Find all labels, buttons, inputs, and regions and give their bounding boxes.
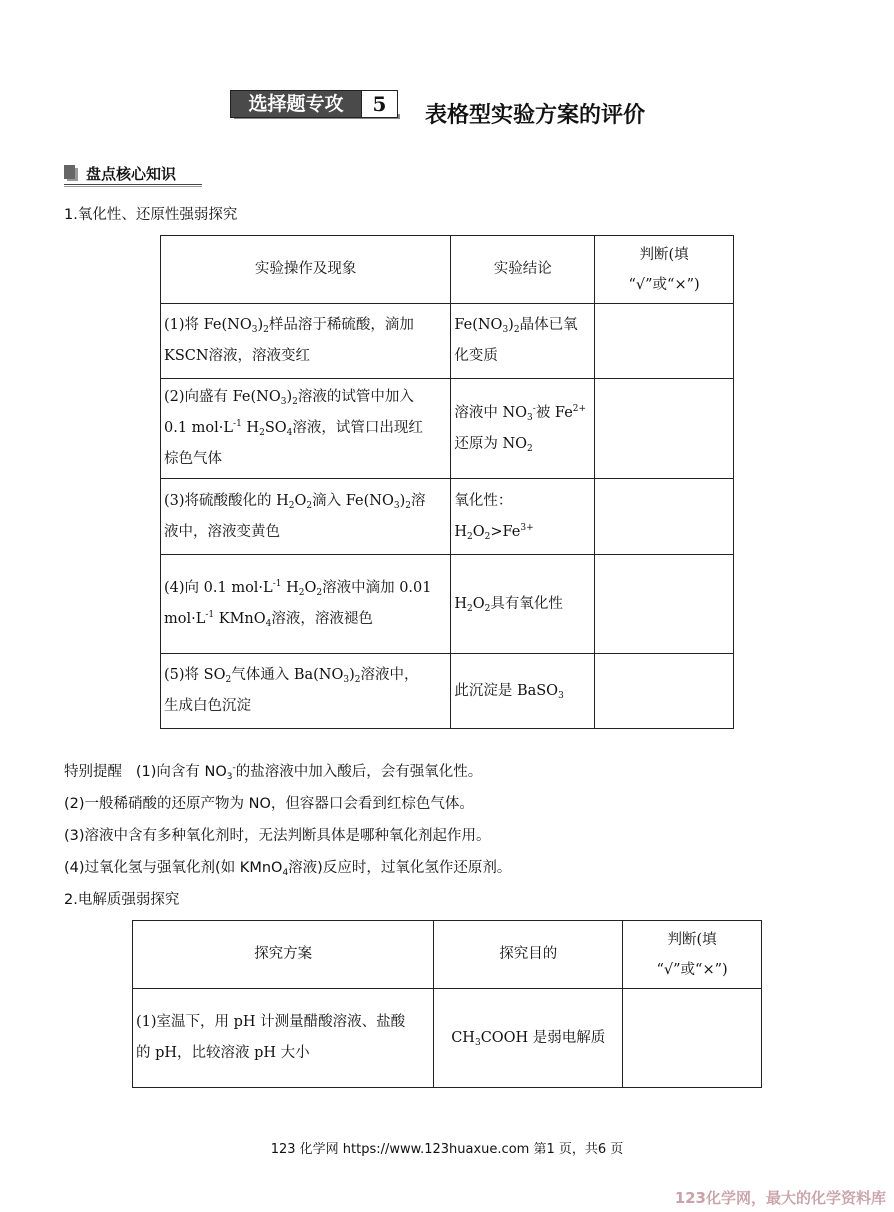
section-underline-2 — [64, 186, 202, 187]
table-row — [161, 654, 734, 729]
judgement-cell[interactable] — [595, 379, 734, 479]
banner-label: 选择题专攻 — [231, 91, 361, 117]
judgement-cell[interactable] — [595, 654, 734, 729]
operation-cell: (1)将 $Fe(NO_3)_2$样品溶于稀硫酸，滴加 KSCN溶液，溶液变红 — [161, 304, 451, 379]
conclusion-cell: $Fe(NO_3)_2$晶体已氧 化变质 — [451, 304, 595, 379]
header-cell: 探究目的 — [434, 921, 623, 989]
judgement-cell[interactable] — [595, 304, 734, 379]
table-row — [133, 989, 762, 1088]
banner-number: 5 — [361, 91, 397, 117]
page-title: 表格型实验方案的评价 — [425, 103, 646, 128]
part1-heading: 1.氧化性、还原性强弱探究 — [64, 207, 238, 223]
part1-table — [160, 235, 734, 729]
conclusion-cell: $H_2O_2$具有氧化性 — [451, 555, 595, 654]
conclusion-cell: 氧化性：$H_2O_2>Fe^{3+}$ — [451, 479, 595, 555]
header-cell: 探究方案 — [133, 921, 434, 989]
page-footer: 123 化学网 https://www.123huaxue.com 第1 页，共6 页 — [270, 1142, 624, 1157]
section-title: 盘点核心知识 — [86, 164, 177, 183]
section-heading — [64, 162, 176, 184]
header-cell: 实验结论 — [451, 236, 595, 304]
conclusion-cell: $CH_3COOH$ 是弱电解质 — [434, 989, 623, 1088]
judgement-cell[interactable] — [595, 555, 734, 654]
section-underline — [64, 184, 202, 185]
watermark: 123化学网，最大的化学资料库 — [674, 1189, 886, 1207]
header-cell: 判断(填 “√”或“×”) — [623, 921, 762, 989]
document-icon — [64, 165, 78, 181]
operation-cell: (1)室温下，用 pH 计测量醋酸溶液、盐酸 的 pH，比较溶液 pH 大小 — [133, 989, 434, 1088]
table-row — [161, 555, 734, 654]
table-row — [161, 379, 734, 479]
table-row — [161, 304, 734, 379]
header-cell: 实验操作及现象 — [161, 236, 451, 304]
table-row — [161, 479, 734, 555]
conclusion-cell: 此沉淀是 BaSO$_3$ — [451, 654, 595, 729]
note-line-3: (3)溶液中含有多种氧化剂时，无法判断具体是哪种氧化剂起作用。 — [64, 828, 491, 844]
judgement-cell[interactable] — [623, 989, 762, 1088]
judgement-cell[interactable] — [595, 479, 734, 555]
note-line-4: (4)过氧化氢与强氧化剂(如 KMnO$_4$溶液)反应时，过氧化氢作还原剂。 — [64, 860, 512, 878]
part2-table — [132, 920, 762, 1088]
operation-cell: (3)将硫酸酸化的 $H_2O_2$滴入 $Fe(NO_3)_2$溶 液中，溶液变黄色 — [161, 479, 451, 555]
table-header-row — [133, 921, 762, 989]
operation-cell: (5)将 $SO_2$气体通入 $Ba(NO_3)_2$溶液中， 生成白色沉淀 — [161, 654, 451, 729]
header-cell: 判断(填 “√”或“×”) — [595, 236, 734, 304]
operation-cell: (2)向盛有 $Fe(NO_3)_2$溶液的试管中加入 0.1 $mol\cdot L^{-1}$ $H_2SO_4$溶液，试管口出现红 棕色气体 — [161, 379, 451, 479]
table-header-row — [161, 236, 734, 304]
part2-heading: 2.电解质强弱探究 — [64, 892, 180, 908]
note-line-1: 特别提醒 (1)向含有 $NO_3^-$的盐溶液中加入酸后，会有强氧化性。 — [64, 763, 483, 782]
note-label: 特别提醒 — [64, 764, 122, 780]
conclusion-cell: 溶液中 $NO_3^-$被 $Fe^{2+}$ 还原为 $NO_2$ — [451, 379, 595, 479]
topic-banner — [230, 90, 398, 118]
operation-cell: (4)向 0.1 $mol\cdot L^{-1}$ $H_2O_2$溶液中滴加 0.01 $mol\cdot L^{-1}$ KMnO$_4$溶液，溶液褪色 — [161, 555, 451, 654]
note-line-2: (2)一般稀硝酸的还原产物为 NO，但容器口会看到红棕色气体。 — [64, 796, 474, 812]
